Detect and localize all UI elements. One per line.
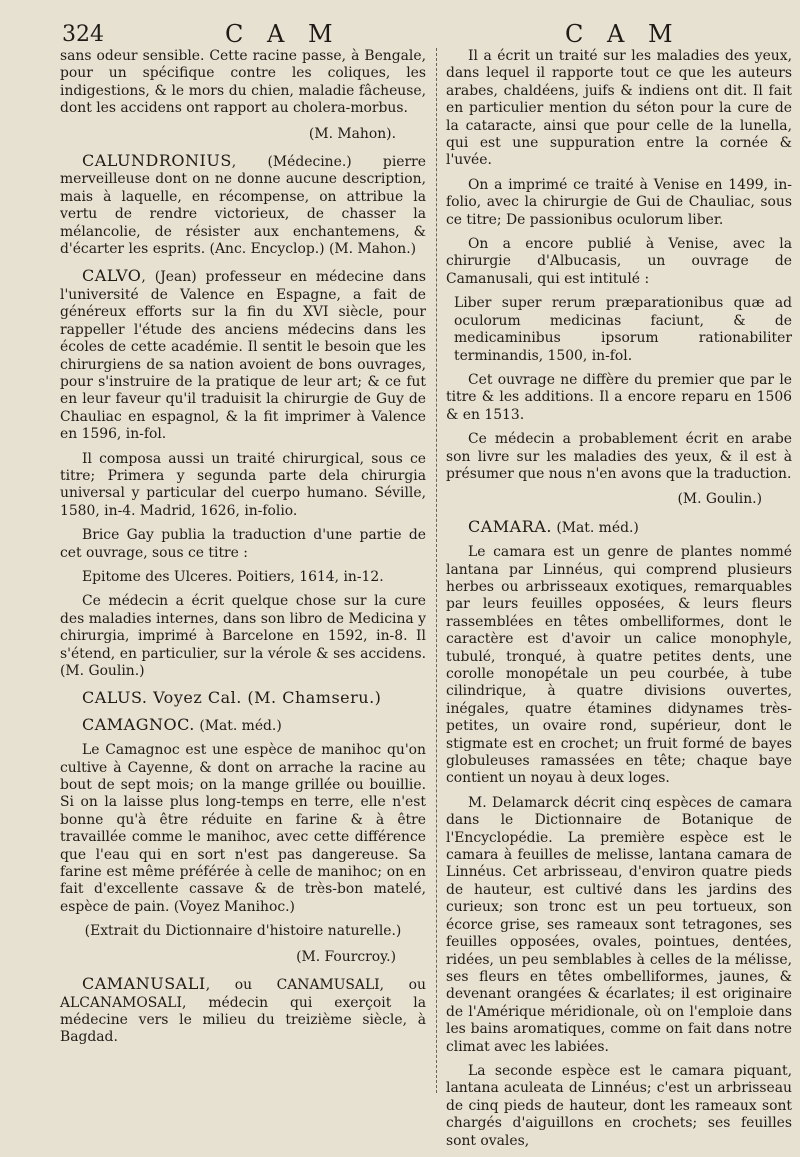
right-running-title: C A M	[565, 20, 681, 48]
column-divider	[436, 48, 437, 1093]
headword: CAMANUSALI	[82, 974, 206, 994]
entry-camanusali	[60, 975, 426, 1047]
entry-calundronius	[60, 152, 426, 258]
paragraph: Il composa aussi un traité chirurgical, sous ce titre; Primera y segunda parte dela chirurgia universal y particular del cuerpo humano. Séville, 1580, in-4. Madrid, 1626, in-folio.	[60, 450, 426, 519]
paragraph: Epitome des Ulceres. Poitiers, 1614, in-12.	[82, 568, 384, 585]
paragraph: Brice Gay publia la traduction d'une partie de cet ouvrage, sous ce titre :	[60, 527, 426, 561]
right-column	[446, 48, 792, 1157]
author-signature: (M. Mahon).	[308, 125, 396, 142]
paragraph: Le Camagnoc est une espèce de manihoc qu'on cultive à Cayenne, & dont on arrache la racine au bout de sept mois; on la mange grillée ou bouillie. Si on la laisse plus long-temps en terre, elle n'est bonne qu'à être réduite en farine & à être travaillée comme le manihoc, avec cette différence que l'eau qui en sort n'est pas dangereuse. Sa farine est même préférée à celle de manihoc; on en fait d'excellente cassave & de très-bon matelé, espèce de pain. (Voyez Manihoc.)	[60, 742, 426, 915]
paragraph: Il a écrit un traité sur les maladies des yeux, dans lequel il rapporte tout ce que les auteurs arabes, chaldéens, juifs & indiens ont dit. Il fait en particulier mention du séton pour la cure de la cataracte, ainsi que pour celle de la lunella, qui est une suppuration entre la cornée & l'uvée.	[446, 48, 792, 169]
paragraph: Ce médecin a écrit quelque chose sur la cure des maladies internes, dans son libro de Medicina y chirurgia, imprimé à Barcelone en 1592, in-8. Il s'étend, en particulier, sur la vérole & ses accidens. (M. Goulin.)	[60, 593, 426, 679]
source-note: (Extrait du Dictionnaire d'histoire naturelle.)	[84, 923, 402, 940]
entry-camagnoc-heading	[60, 716, 426, 735]
left-running-title: C A M	[225, 20, 341, 48]
headword: CALUNDRONIUS	[82, 151, 232, 171]
entry-calus: CALUS. Voyez Cal. (M. Chamseru.)	[82, 688, 382, 708]
subject-tag: (Mat. méd.)	[556, 519, 639, 536]
headword: CAMARA.	[468, 516, 552, 536]
paragraph: sans odeur sensible. Cette racine passe, à Bengale, pour un spécifique contre les coliques, les indigestions, & le mors du chien, maladie fâcheuse, dont les accidens ont rapport au cholera-morbus.	[60, 48, 426, 117]
page-number: 324	[62, 22, 104, 47]
latin-title: Liber super rerum præparationibus quæ ad oculorum medicinas faciunt, & de medicaminibus ipsorum rationabiliter terminandis, 1500, in-fol.	[454, 295, 792, 364]
author-signature: (M. Fourcroy.)	[296, 948, 396, 965]
paragraph: La seconde espèce est le camara piquant, lantana aculeata de Linnéus; c'est un arbrisseau de cinq pieds de hauteur, dont les rameaux sont chargés d'aiguillons en crochets; ses feuilles sont ovales,	[446, 1062, 792, 1149]
entry-text: , (Jean) professeur en médecine dans l'université de Valence en Espagne, a fait de généreux efforts sur la fin du XVI siècle, pour rappeller l'étude des anciens médecins dans les écoles de cette académie. Il sentit le besoin que les chirurgiens de sa nation avoient de bons ouvrages, pour s'instruire de la pratique de leur art; & ce fut en leur faveur qu'il traduisit la chirurgie de Guy de Chauliac en espagnol, & la fit imprimer à Valence en 1596, in-fol.	[60, 269, 426, 443]
headword: CAMAGNOC.	[82, 714, 195, 734]
paragraph: M. Delamarck décrit cinq espèces de camara dans le Dictionnaire de Botanique de l'Encyclopédie. La première espèce est le camara à feuilles de melisse, lantana camara de Linnéus. Cet arbrisseau, d'environ quatre pieds de hauteur, est cultivé dans les jardins des curieux; son tronc est un peu tortueux, son écorce grise, ses rameaux sont tetragones, ses feuilles opposées, ovales, pointues, dentées, ridées, un peu semblables à celles de la mélisse, ses fleurs en têtes ombelliformes, jaunes, & devenant orangées & écarlates; il est originaire de l'Amérique méridionale, où on l'emploie dans les bains aromatiques, comme on fait dans notre climat avec les labiées.	[446, 794, 792, 1055]
author-signature: (M. Goulin.)	[677, 491, 762, 508]
paragraph: On a encore publié à Venise, avec la chirurgie d'Albucasis, un ouvrage de Camanusali, qui est intitulé :	[446, 236, 792, 287]
entry-text: , (Médecine.) pierre merveilleuse dont on ne donne aucune description, mais à laquelle, en récompense, on attribue la vertu de rendre victorieux, de chasser la mélancolie, de résister aux enchantemens, & d'écarter les esprits. (Anc. Encyclop.) (M. Mahon.)	[60, 154, 426, 258]
paragraph: Ce médecin a probablement écrit en arabe son livre sur les maladies des yeux, & il est à présumer que nous n'en avons que la traduction.	[446, 431, 792, 482]
running-header	[0, 18, 800, 52]
paragraph: Cet ouvrage ne diffère du premier que par le titre & les additions. Il a encore reparu en 1506 & en 1513.	[446, 371, 792, 423]
paragraph: Le camara est un genre de plantes nommé lantana par Linnéus, qui comprend plusieurs herbes ou arbrisseaux exotiques, remarquables par leurs feuilles opposées, & leurs fleurs rassemblées en têtes ombelliformes, dont le caractère est d'avoir un calice monophyle, tubulé, tronqué, à quatre petites dents, une corolle monopétale un peu courbée, à tube cilindrique, à quatre divisions ouvertes, inégales, quatre étamines didynames très-petites, un ovaire rond, supérieur, dont le stigmate est en crochet; un fruit formé de bayes globuleuses ramassées en tête; chaque baye contient un noyau à deux loges.	[446, 544, 792, 787]
headword: CALVO	[82, 266, 142, 286]
entry-calvo	[60, 267, 426, 443]
entry-camara-heading	[446, 518, 792, 537]
entry-text: , ou CANAMUSALI, ou ALCANAMOSALI, médecin qui exerçoit la médecine vers le milieu du treizième siècle, à Bagdad.	[60, 977, 426, 1046]
subject-tag: (Mat. méd.)	[199, 717, 282, 734]
left-column	[60, 48, 426, 1054]
paragraph: On a imprimé ce traité à Venise en 1499, in-folio, avec la chirurgie de Gui de Chauliac, sous ce titre; De passionibus oculorum liber.	[446, 176, 792, 228]
